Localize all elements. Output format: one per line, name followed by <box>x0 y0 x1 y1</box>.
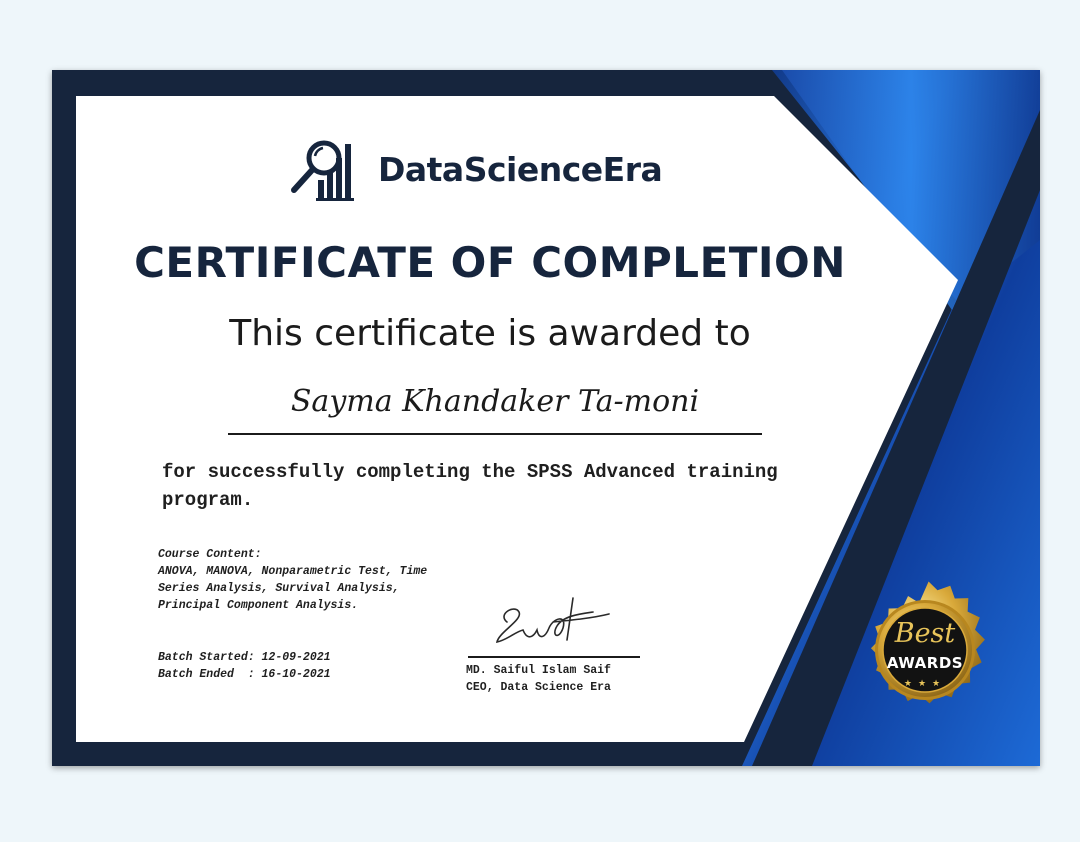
batch-started: Batch Started: 12-09-2021 <box>158 651 331 664</box>
award-seal-icon <box>855 580 995 720</box>
course-content-label: Course Content: <box>158 548 262 561</box>
batch-dates <box>158 649 438 683</box>
batch-ended: Batch Ended : 16-10-2021 <box>158 668 331 681</box>
brand-name: DataScienceEra <box>378 149 663 189</box>
course-content <box>158 546 428 614</box>
brand-logo <box>288 136 662 202</box>
signer-block <box>466 662 666 696</box>
badge-best: Best <box>894 618 956 649</box>
course-content-list: ANOVA, MANOVA, Nonparametric Test, Time Series Analysis, Survival Analysis, Principal Component Analysis. <box>158 565 428 612</box>
signature-line <box>468 656 640 658</box>
best-awards-badge <box>855 580 995 720</box>
signer-title: CEO, Data Science Era <box>466 681 611 694</box>
completion-statement: for successfully completing the SPSS Advanced training program. <box>162 461 778 511</box>
recipient-underline <box>228 433 762 435</box>
badge-stars: ★★★ <box>903 678 947 688</box>
badge-awards: AWARDS <box>886 654 964 672</box>
recipient-name: Sayma Khandaker Ta-moni <box>290 384 700 419</box>
certificate-title: CERTIFICATE OF COMPLETION <box>134 238 846 287</box>
certificate-subtitle: This certificate is awarded to <box>229 313 751 354</box>
signer-name: MD. Saiful Islam Saif <box>466 664 611 677</box>
analytics-magnifier-icon <box>288 136 368 202</box>
signature <box>493 592 613 652</box>
